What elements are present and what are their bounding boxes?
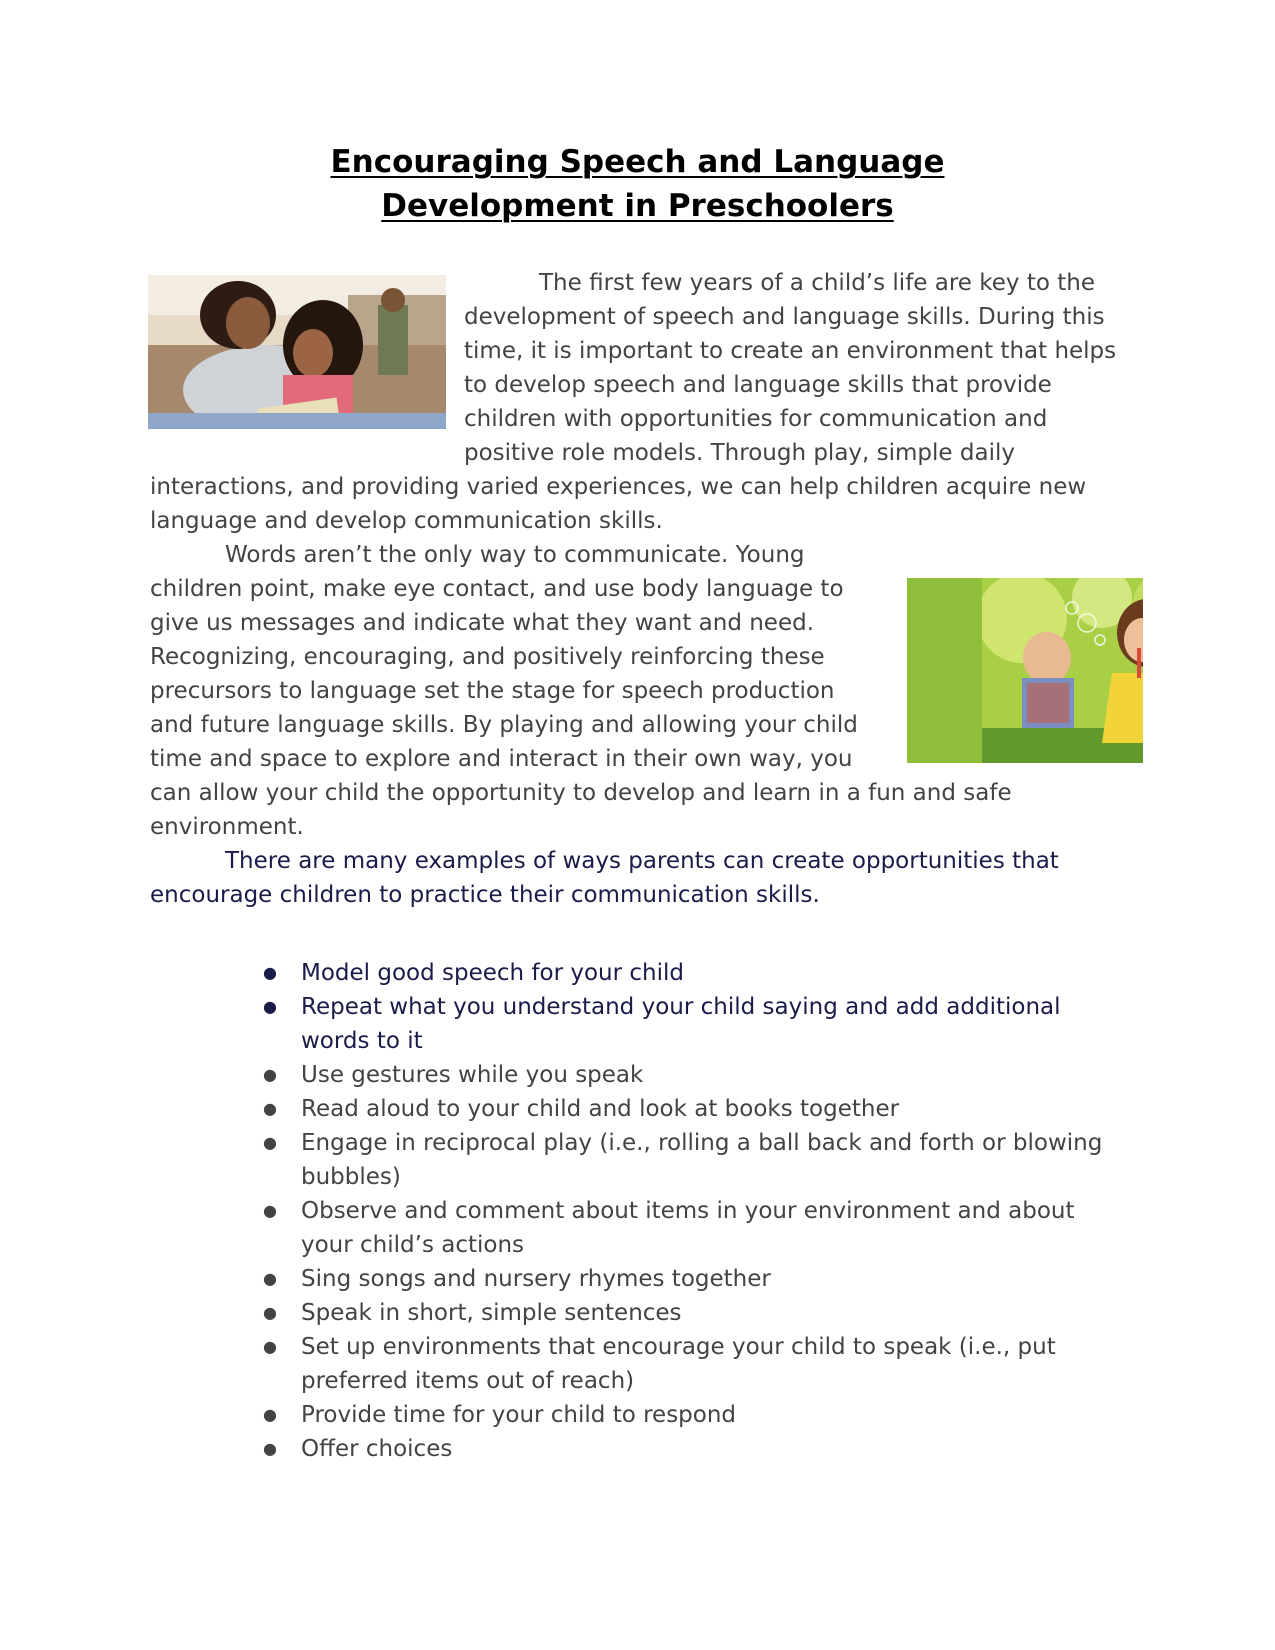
list-item-text: Sing songs and nursery rhymes together [301, 1266, 771, 1292]
list-item-text: Set up environments that encourage your child to speak (i.e., put preferred items out of reach) [301, 1334, 1056, 1394]
list-item-text: Speak in short, simple sentences [301, 1300, 682, 1326]
title-line-1: Encouraging Speech and Language [330, 144, 945, 180]
document-body [150, 266, 1135, 912]
list-item [263, 1432, 1103, 1466]
list-item [263, 1058, 1103, 1092]
bullet-icon: ● [263, 1065, 277, 1084]
bullet-icon: ● [263, 1405, 277, 1424]
paragraph-nonverbal [150, 538, 1135, 844]
paragraph-examples-intro: There are many examples of ways parents can create opportunities that encourage children to practice their communication skills. [150, 848, 1059, 908]
list-item-text: Observe and comment about items in your environment and about your child’s actions [301, 1198, 1075, 1258]
title-line-2: Development in Preschoolers [381, 188, 894, 224]
list-item-text: Provide time for your child to respond [301, 1402, 737, 1428]
bullet-icon: ● [263, 1133, 277, 1152]
list-item [263, 1194, 1103, 1262]
list-item-text: Engage in reciprocal play (i.e., rolling a ball back and forth or blowing bubbles) [301, 1130, 1103, 1190]
mother-reading-photo [148, 275, 446, 429]
mother-reading-illustration [148, 275, 446, 429]
children-bubbles-illustration [982, 578, 1143, 763]
tips-list [263, 956, 1103, 1466]
list-item [263, 990, 1103, 1058]
list-item [263, 1296, 1103, 1330]
document-title [150, 140, 1125, 228]
list-item-text: Read aloud to your child and look at books together [301, 1096, 900, 1122]
paragraph-intro: The first few years of a child’s life are key to the development of speech and language skills. During this time, it is important to create an environment that helps to develop speech and language skills that provide children with opportunities for communication and positive role models. Through play, simple daily interactions, and providing varied experiences, we can help children acquire new language and develop communication skills. [150, 270, 1117, 534]
list-item [263, 1330, 1103, 1398]
list-item-text: Model good speech for your child [301, 960, 685, 986]
bullet-icon: ● [263, 1099, 277, 1118]
list-item [263, 1398, 1103, 1432]
children-bubbles-photo [907, 578, 1143, 763]
bullet-icon: ● [263, 1303, 277, 1322]
bullet-icon: ● [263, 1439, 277, 1458]
list-item-text: Repeat what you understand your child saying and add additional words to it [301, 994, 1061, 1054]
bullet-icon: ● [263, 1337, 277, 1356]
list-item [263, 956, 1103, 990]
list-item-text: Use gestures while you speak [301, 1062, 644, 1088]
list-item-text: Offer choices [301, 1436, 453, 1462]
bullet-icon: ● [263, 1201, 277, 1220]
list-item [263, 1126, 1103, 1194]
paragraph-nonverbal-text: Words aren’t the only way to communicate. Young children point, make eye contact, and use body language to give us messages and indicate what they want and need. Recognizing, encouraging, and positively reinforcing these precursors to language set the stage for speech production and future language skills. By playing and allowing your child time and space to explore and interact in their own way, you can allow your child the opportunity to develop and learn in a fun and safe environment. [150, 542, 1012, 840]
list-item [263, 1092, 1103, 1126]
bullet-icon: ● [263, 1269, 277, 1288]
bullet-icon: ● [263, 997, 277, 1016]
list-item [263, 1262, 1103, 1296]
bullet-icon: ● [263, 963, 277, 982]
